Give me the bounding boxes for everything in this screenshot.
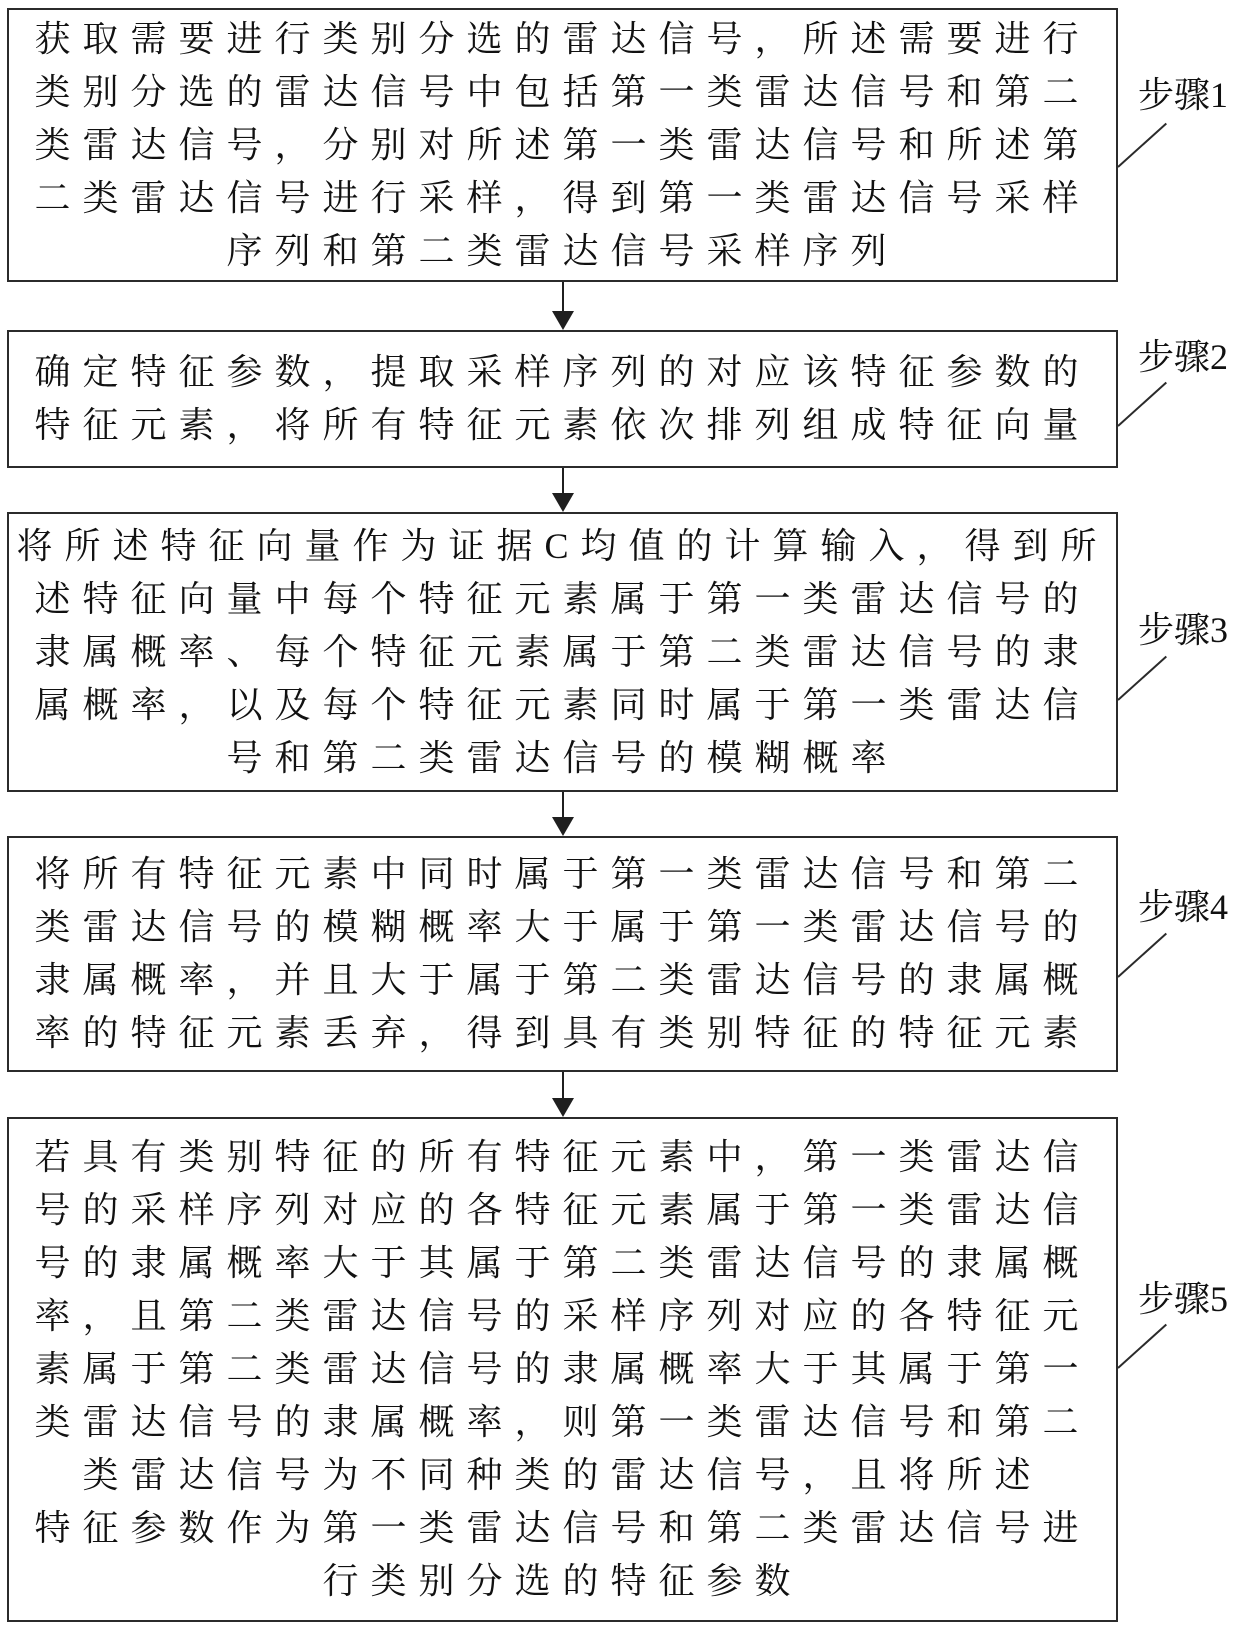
- step-3-text-line: 隶属概率、每个特征元素属于第二类雷达信号的隶: [34, 631, 1091, 672]
- step-5-text-line: 率，且第二类雷达信号的采样序列对应的各特征元: [34, 1296, 1091, 1336]
- step-3-text-line: 述特征向量中每个特征元素属于第一类雷达信号的: [34, 578, 1091, 619]
- step-4-text-line: 率的特征元素丢弃，得到具有类别特征的特征元素: [34, 1013, 1091, 1053]
- step-1-text-line: 二类雷达信号进行采样，得到第一类雷达信号采样: [34, 177, 1091, 218]
- step-1-text-line: 类雷达信号，分别对所述第一类雷达信号和所述第: [34, 124, 1091, 165]
- step-5-text-line: 行类别分选的特征参数: [322, 1561, 803, 1601]
- step-4-text-line: 将所有特征元素中同时属于第一类雷达信号和第二: [34, 854, 1091, 894]
- arrow-head: [552, 817, 574, 836]
- arrow-head: [552, 493, 574, 512]
- step-5-text-line: 类雷达信号为不同种类的雷达信号，且将所述: [82, 1455, 1043, 1495]
- step-5-text-line: 类雷达信号的隶属概率，则第一类雷达信号和第二: [34, 1402, 1091, 1442]
- step-2-leader-line: [1117, 382, 1167, 427]
- step-4-label: 步骤4: [1138, 887, 1229, 927]
- step-3-text-line: 属概率，以及每个特征元素同时属于第一类雷达信: [34, 684, 1091, 725]
- step-5-text-line: 号的采样序列对应的各特征元素属于第一类雷达信: [34, 1190, 1091, 1230]
- step-1-box: [7, 8, 1118, 282]
- step-5-box: [7, 1117, 1118, 1622]
- step-4-text-line: 隶属概率，并且大于属于第二类雷达信号的隶属概: [34, 960, 1091, 1000]
- arrow-down-icon: [552, 1072, 574, 1117]
- step-5-text-line: 号的隶属概率大于其属于第二类雷达信号的隶属概: [34, 1243, 1091, 1283]
- step-2-label: 步骤2: [1138, 337, 1229, 377]
- step-4-text-line: 类雷达信号的模糊概率大于属于第一类雷达信号的: [34, 907, 1091, 947]
- step-2-text-line: 确定特征参数，提取采样序列的对应该特征参数的: [34, 352, 1091, 392]
- step-1-text-line: 序列和第二类雷达信号采样序列: [226, 230, 899, 271]
- step-5-text-line: 素属于第二类雷达信号的隶属概率大于其属于第一: [34, 1349, 1091, 1389]
- step-2-box: [7, 330, 1118, 468]
- step-3-label: 步骤3: [1138, 610, 1229, 650]
- step-2-text-line: 特征元素，将所有特征元素依次排列组成特征向量: [34, 405, 1091, 445]
- step-1-text-line: 类别分选的雷达信号中包括第一类雷达信号和第二: [34, 71, 1091, 112]
- step-5-leader-line: [1117, 1324, 1167, 1369]
- step-4-box: [7, 836, 1118, 1072]
- step-3-leader-line: [1117, 656, 1167, 701]
- step-5-text-line: 特征参数作为第一类雷达信号和第二类雷达信号进: [34, 1508, 1091, 1548]
- step-3-text-line: 号和第二类雷达信号的模糊概率: [226, 737, 899, 778]
- step-5-text-line: 若具有类别特征的所有特征元素中，第一类雷达信: [34, 1137, 1091, 1177]
- step-4-leader-line: [1117, 933, 1167, 978]
- arrow-down-icon: [552, 792, 574, 836]
- arrow-head: [552, 311, 574, 330]
- step-1-text-line: 获取需要进行类别分选的雷达信号，所述需要进行: [34, 18, 1091, 59]
- step-1-label: 步骤1: [1138, 75, 1229, 115]
- arrow-down-icon: [552, 282, 574, 330]
- step-1-leader-line: [1117, 123, 1167, 168]
- step-3-box: [7, 512, 1118, 792]
- arrow-down-icon: [552, 468, 574, 512]
- step-3-text-line: 将所述特征向量作为证据C均值的计算输入，得到所: [16, 525, 1109, 566]
- step-5-label: 步骤5: [1138, 1279, 1229, 1319]
- arrow-head: [552, 1098, 574, 1117]
